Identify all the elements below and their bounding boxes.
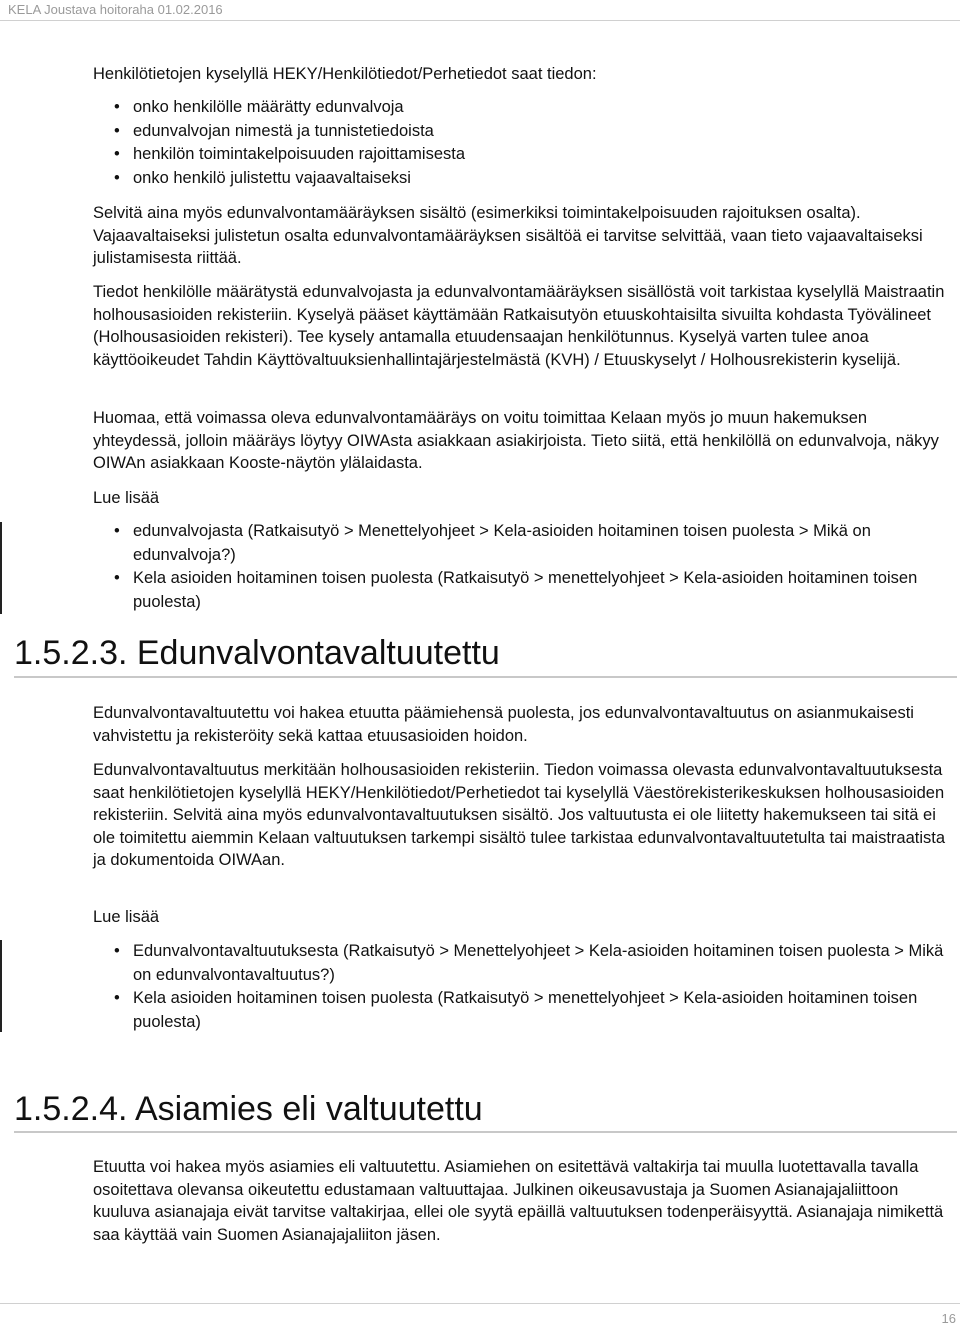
page-number: 16 <box>941 1311 956 1326</box>
read-more-link-list <box>93 940 953 1034</box>
list-item: • henkilön toimintakelpoisuuden rajoittamisesta <box>93 143 953 167</box>
paragraph: Tiedot henkilölle määrätystä edunvalvojasta ja edunvalvontamääräyksen sisällöstä voit tarkistaa kyselyllä Maistraatin holhousasioiden rekisteriin. Kyselyä pääset käyttämään Ratkaisutyön etuuskohtaisilta sivuilta kohdasta Työvälineet (Holhousasioiden rekisteri). Tee kysely antamalla etuudensaajan henkilötunnus. Kyselyä varten tulee anoa käyttöoikeudet Tahdin Käyttövaltuuksienhallintajärjestelmästä (KVH) / Etuuskyselyt / Holhousrekisterin kyselijä. <box>93 283 945 369</box>
read-more-link[interactable]: • edunvalvojasta (Ratkaisutyö > Menettelyohjeet > Kela-asioiden hoitaminen toisen puolesta > Mikä on edunvalvoja?) <box>93 520 953 567</box>
paragraph: Selvitä aina myös edunvalvontamääräyksen sisältö (esimerkiksi toimintakelpoisuuden rajoituksen osalta). Vajaavaltaiseksi julistetun osalta edunvalvontamääräyksen sisältöä ei tarvitse selvittää, vaan tieto vajaavaltaiseksi julistamisesta riittää. <box>93 204 923 267</box>
heading-divider <box>14 676 957 678</box>
header-divider <box>0 20 960 21</box>
read-more-link[interactable]: • Edunvalvontavaltuutuksesta (Ratkaisutyö > Menettelyohjeet > Kela-asioiden hoitaminen toisen puolesta > Mikä on edunvalvontavaltuutus?) <box>93 940 953 987</box>
footer-divider <box>0 1303 960 1304</box>
read-more-link-list <box>93 520 953 614</box>
section-heading: 1.5.2.3. Edunvalvontavaltuutettu <box>14 634 500 672</box>
paragraph: Edunvalvontavaltuutus merkitään holhousasioiden rekisteriin. Tiedon voimassa olevasta edunvalvontavaltuutuksesta saat henkilötietojen kyselyllä HEKY/Henkilötiedot/Perhetiedot tai kyselyllä Väestörekisterikeskuksen holhousasioiden rekisteriin. Selvitä aina myös edunvalvontavaltuutuksen sisältö. Jos valtuutusta ei ole liitetty hakemukseen tai sitä ei ole toimitettu aiemmin Kelaan valtuutuksen tarkempi sisältö tulee tarkistaa edunvalvontavaltuutetulta tai maistraatista ja dokumentoida OIWAan. <box>93 761 946 869</box>
read-more-link[interactable]: • Kela asioiden hoitaminen toisen puolesta (Ratkaisutyö > menettelyohjeet > Kela-asioiden hoitaminen toisen puolesta) <box>93 567 953 614</box>
info-bullet-list <box>93 96 953 190</box>
paragraph: Edunvalvontavaltuutettu voi hakea etuutta päämiehensä puolesta, jos edunvalvontavaltuutus on asianmukaisesti vahvistettu ja rekisteröity sekä kattaa etuusasioiden hoidon. <box>93 704 914 745</box>
list-item: • onko henkilö julistettu vajaavaltaiseksi <box>93 167 953 191</box>
paragraph: Etuutta voi hakea myös asiamies eli valtuutettu. Asiamiehen on esitettävä valtakirja tai muulla luotettavalla tavalla osoitettava olevansa oikeutettu edustamaan valtuuttajaa. Julkinen oikeusavustaja ja Suomen Asianajajaliittoon kuuluva asianajaja eivät tarvitse valtakirjaa, ellei ole syytä epäillä valtuutuksen todenperäisyyttä. Asianajaja nimikettä saa käyttää vain Suomen Asianajajaliiton jäsen. <box>93 1158 944 1244</box>
read-more-link[interactable]: • Kela asioiden hoitaminen toisen puolesta (Ratkaisutyö > menettelyohjeet > Kela-asioiden hoitaminen toisen puolesta) <box>93 987 953 1034</box>
paragraph: Huomaa, että voimassa oleva edunvalvontamääräys on voitu toimittaa Kelaan myös jo muun hakemuksen yhteydessä, jolloin määräys löytyy OIWAsta asiakkaan asiakirjoista. Tieto siitä, että henkilöllä on edunvalvoja, näkyy OIWAn asiakkaan Kooste-näytön ylälaidasta. <box>93 409 939 472</box>
read-more-label: Lue lisää <box>93 908 160 926</box>
margin-change-bar <box>0 522 2 614</box>
list-item: • onko henkilölle määrätty edunvalvoja <box>93 96 953 120</box>
intro-paragraph: Henkilötietojen kyselyllä HEKY/Henkilötiedot/Perhetiedot saat tiedon: <box>93 65 597 83</box>
document-header: KELA Joustava hoitoraha 01.02.2016 <box>8 2 223 17</box>
section-heading: 1.5.2.4. Asiamies eli valtuutettu <box>14 1090 483 1128</box>
margin-change-bar <box>0 940 2 1032</box>
read-more-label: Lue lisää <box>93 489 160 507</box>
heading-divider <box>14 1131 957 1133</box>
list-item: • edunvalvojan nimestä ja tunnistetiedoista <box>93 120 953 144</box>
